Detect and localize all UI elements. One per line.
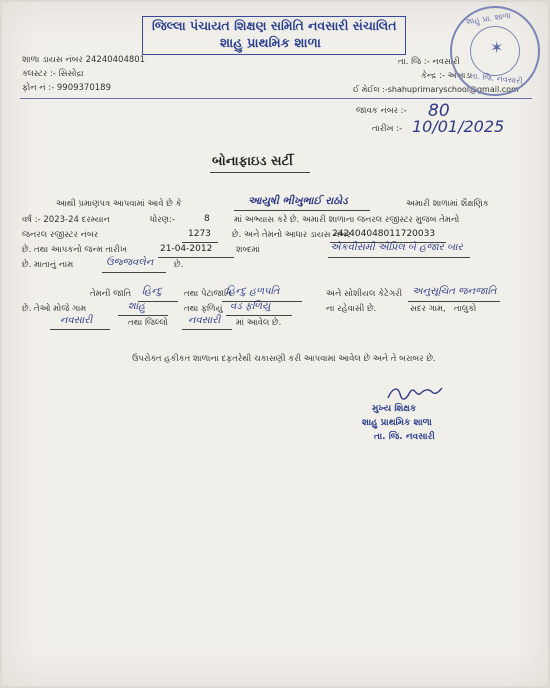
category-underline xyxy=(408,301,500,302)
school-stamp xyxy=(450,6,540,96)
issue-date: 10/01/2025 xyxy=(412,117,505,136)
stamp-star-icon: ✶ xyxy=(490,38,504,57)
body-line8-end: માં આવેલ છે. xyxy=(236,318,282,328)
district-value: નવસારી xyxy=(188,315,221,326)
gr-number-underline xyxy=(182,242,218,243)
faliyu: વડ ફળિયું xyxy=(230,301,271,312)
body-line5-label: છે. માતાનું નામ xyxy=(22,260,74,270)
signatory-school: શાહુ પ્રાથમિક શાળા xyxy=(362,418,432,428)
body-line2-std-label: ધોરણ:- xyxy=(150,215,175,225)
gr-number: 1273 xyxy=(188,229,211,239)
outward-number: 80 xyxy=(428,101,450,121)
body-line7-village-label: છે. તેઓ મોજે ગામ xyxy=(22,304,87,314)
closing-statement: ઉપરોક્ત હકીકત શાળાના દફતરેથી ચકાસણી કરી આપવામાં આવેલ છે અને તે બરાબર છે. xyxy=(132,354,436,364)
stamp-top-text: શાહુ પ્રા. શાળા xyxy=(465,10,512,27)
body-line6-subcaste-label: તથા પેટાજાતિ xyxy=(184,289,232,299)
taluka-value: નવસારી xyxy=(60,315,93,326)
aadhaar-dise-number: 242404048011720033 xyxy=(332,229,436,239)
certificate-title: બોનાફાઇડ સર્ટી xyxy=(212,154,293,169)
taluka-district: તા. જિ :- નવસારી xyxy=(398,57,460,67)
email: ઈ મેઈલ :-shahuprimaryschool@gmail.com xyxy=(353,85,519,94)
body-line2-rest: માં અભ્યાસ કરે છે. અમારી શાળાના જનરલ રજીસ્ટર મુજબ તેમનો xyxy=(234,215,460,225)
social-category: અનુસૂચિત જનજાતિ xyxy=(412,286,497,297)
body-line1-suffix: અમારી શાળામાં શૈક્ષણિક xyxy=(406,199,489,209)
body-line7-resident: ના રહેવાસી છે. xyxy=(326,304,377,314)
body-line6-category-label: અને સોશીયલ કેટેગરી xyxy=(326,289,403,299)
student-name-underline xyxy=(234,210,370,211)
body-line3-label: જનરલ રજીસ્ટર નંબર xyxy=(22,230,99,240)
village: શાહુ xyxy=(128,301,146,312)
signatory-place: તા. જિ. નવસારી xyxy=(374,432,435,442)
mother-name: ઉજ્જવલેન xyxy=(106,257,154,268)
body-line5-end: છે. xyxy=(174,260,184,270)
body-line2-year: વર્ષ :- 2023-24 દરમ્યાન xyxy=(22,215,110,225)
body-line8-district-label: તથા જિલ્લો xyxy=(128,318,168,328)
body-line7-faliyu-label: તથા ફળિયું xyxy=(184,304,223,314)
date-of-birth: 21-04-2012 xyxy=(160,244,213,254)
body-line3-mid: છે. અને તેમનો આધાર ડાયસ નંબર xyxy=(232,230,351,240)
dob-in-words: એકવીસમી એપ્રિલ બે હજાર બાર xyxy=(330,242,463,253)
body-line4-words-label: શબ્દમાં xyxy=(236,245,260,255)
outward-number-label: જાવક નંબર :- xyxy=(356,106,407,116)
standard-value: 8 xyxy=(204,214,210,224)
stamp-bottom-text: તા. જિ. નવસારી xyxy=(469,71,524,86)
cluster: ક્લસ્ટર :- સિસોદ્રા xyxy=(22,69,84,79)
subcaste: હિન્દુ હળપતિ xyxy=(226,286,280,297)
header-line-1: જિલ્લા પંચાયત શિક્ષણ સમિતિ નવસારી સંચાલિત xyxy=(152,18,397,33)
faliyu-underline xyxy=(226,315,292,316)
school-name: શાહુ પ્રાથમિક શાળા xyxy=(220,36,321,51)
date-label: તારીખ :- xyxy=(372,124,403,134)
body-line6-caste-label: તેમની જાતિ xyxy=(90,289,132,299)
body-line1-prefix: આથી પ્રમાણપત્ર આપવામાં આવે છે કે xyxy=(56,199,182,209)
body-line7-taluka-label: તાલુકો xyxy=(454,304,477,314)
signatory-role: મુખ્ય શિક્ષક xyxy=(372,404,417,414)
certificate-page xyxy=(2,2,548,686)
village-underline xyxy=(118,315,168,316)
body-line7-village-ref: સદર ગામ, xyxy=(410,304,446,314)
dob-words-underline xyxy=(328,257,470,258)
district-underline xyxy=(182,329,232,330)
signature-scribble xyxy=(386,382,444,404)
title-underline xyxy=(210,172,310,173)
dob-underline xyxy=(158,257,234,258)
mother-name-underline xyxy=(102,272,166,273)
body-line4-label: છે. તથા આપકનો જન્મ તારીખ xyxy=(22,245,127,255)
dise-number: શાળા ડાયસ નંબર 24240404801 xyxy=(22,55,146,65)
taluka-underline xyxy=(50,329,110,330)
student-name: આયુષી ભીખુભાઈ રાઠોડ xyxy=(248,195,348,207)
phone: ફોન નં :- 9909370189 xyxy=(22,83,111,93)
header-divider xyxy=(20,98,532,99)
kendra: કેન્દ્ર :- અંબાડા xyxy=(421,71,473,81)
caste: હિન્દુ xyxy=(142,286,162,297)
